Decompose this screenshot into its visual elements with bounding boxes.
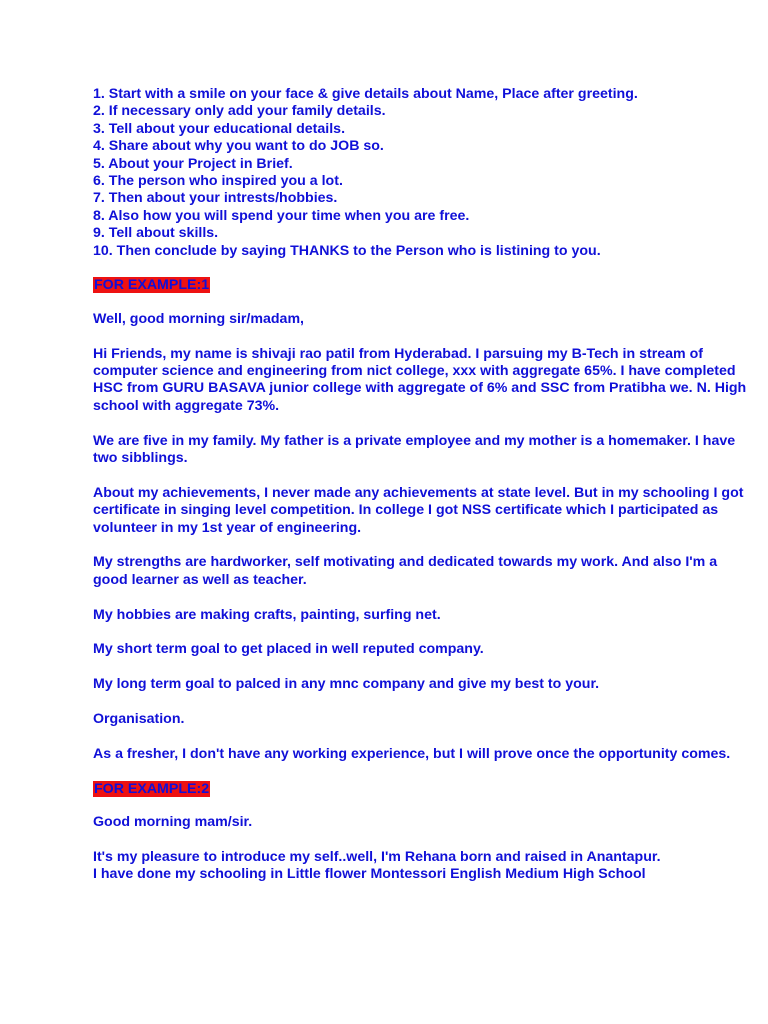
step-item: 2. If necessary only add your family details.: [93, 103, 386, 120]
spacer: [93, 260, 753, 277]
example-1-fresher: As a fresher, I don't have any working experience, but I will prove once the opportunity comes.: [93, 745, 731, 762]
step-item: 4. Share about why you want to do JOB so.: [93, 138, 384, 155]
example-1-family: We are five in my family. My father is a private employee and my mother is a homemaker. I have two sibblings.: [93, 432, 736, 467]
step-item: 7. Then about your intrests/hobbies.: [93, 190, 338, 207]
step-item: 3. Tell about your educational details.: [93, 120, 346, 137]
step-item: 9. Tell about skills.: [93, 225, 219, 242]
step-item: 10. Then conclude by saying THANKS to the Person who is listining to you.: [93, 242, 601, 259]
example-1-short-goal: My short term goal to get placed in well reputed company.: [93, 641, 484, 658]
step-item: 6. The person who inspired you a lot.: [93, 173, 343, 190]
example-2-greeting: Good morning mam/sir.: [93, 814, 253, 831]
step-item: 1. Start with a smile on your face & give details about Name, Place after greeting.: [93, 86, 638, 102]
example-1-greeting: Well, good morning sir/madam,: [93, 310, 304, 327]
example-2-intro: It's my pleasure to introduce my self..well, I'm Rehana born and raised in Anantapur.: [93, 848, 661, 865]
intro-steps-list: [93, 86, 753, 260]
example-1-hobbies: My hobbies are making crafts, painting, surfing net.: [93, 606, 441, 623]
example-1-organisation: Organisation.: [93, 711, 185, 728]
example-1-long-goal: My long term goal to palced in any mnc company and give my best to your.: [93, 676, 600, 693]
example-1-label: FOR EXAMPLE:1: [94, 277, 210, 294]
step-item: 8. Also how you will spend your time when you are free.: [93, 207, 470, 224]
document-page: [93, 86, 753, 884]
step-item: 5. About your Project in Brief.: [93, 155, 293, 172]
example-1-strengths: My strengths are hardworker, self motivating and dedicated towards my work. And also I'm a good learner as well as teacher.: [93, 554, 718, 588]
example-1-intro: Hi Friends, my name is shivaji rao patil from Hyderabad. I parsuing my B-Tech in stream of computer science and engineering from nict college, xxx with aggregate 65%. I have completed HSC from GURU BASAVA junior college with aggregate of 6% and SSC from Pratibha we. N. High school with aggregate 73%.: [93, 345, 747, 414]
example-2-label: FOR EXAMPLE:2: [94, 780, 210, 797]
example-2-schooling: I have done my schooling in Little flower Montessori English Medium High School: [93, 866, 646, 883]
example-1-achievements: About my achievements, I never made any achievements at state level. But in my schooling I got certificate in singing level competition. In college I got NSS certificate which I participated as volunteer in my 1st year of engineering.: [93, 484, 744, 536]
